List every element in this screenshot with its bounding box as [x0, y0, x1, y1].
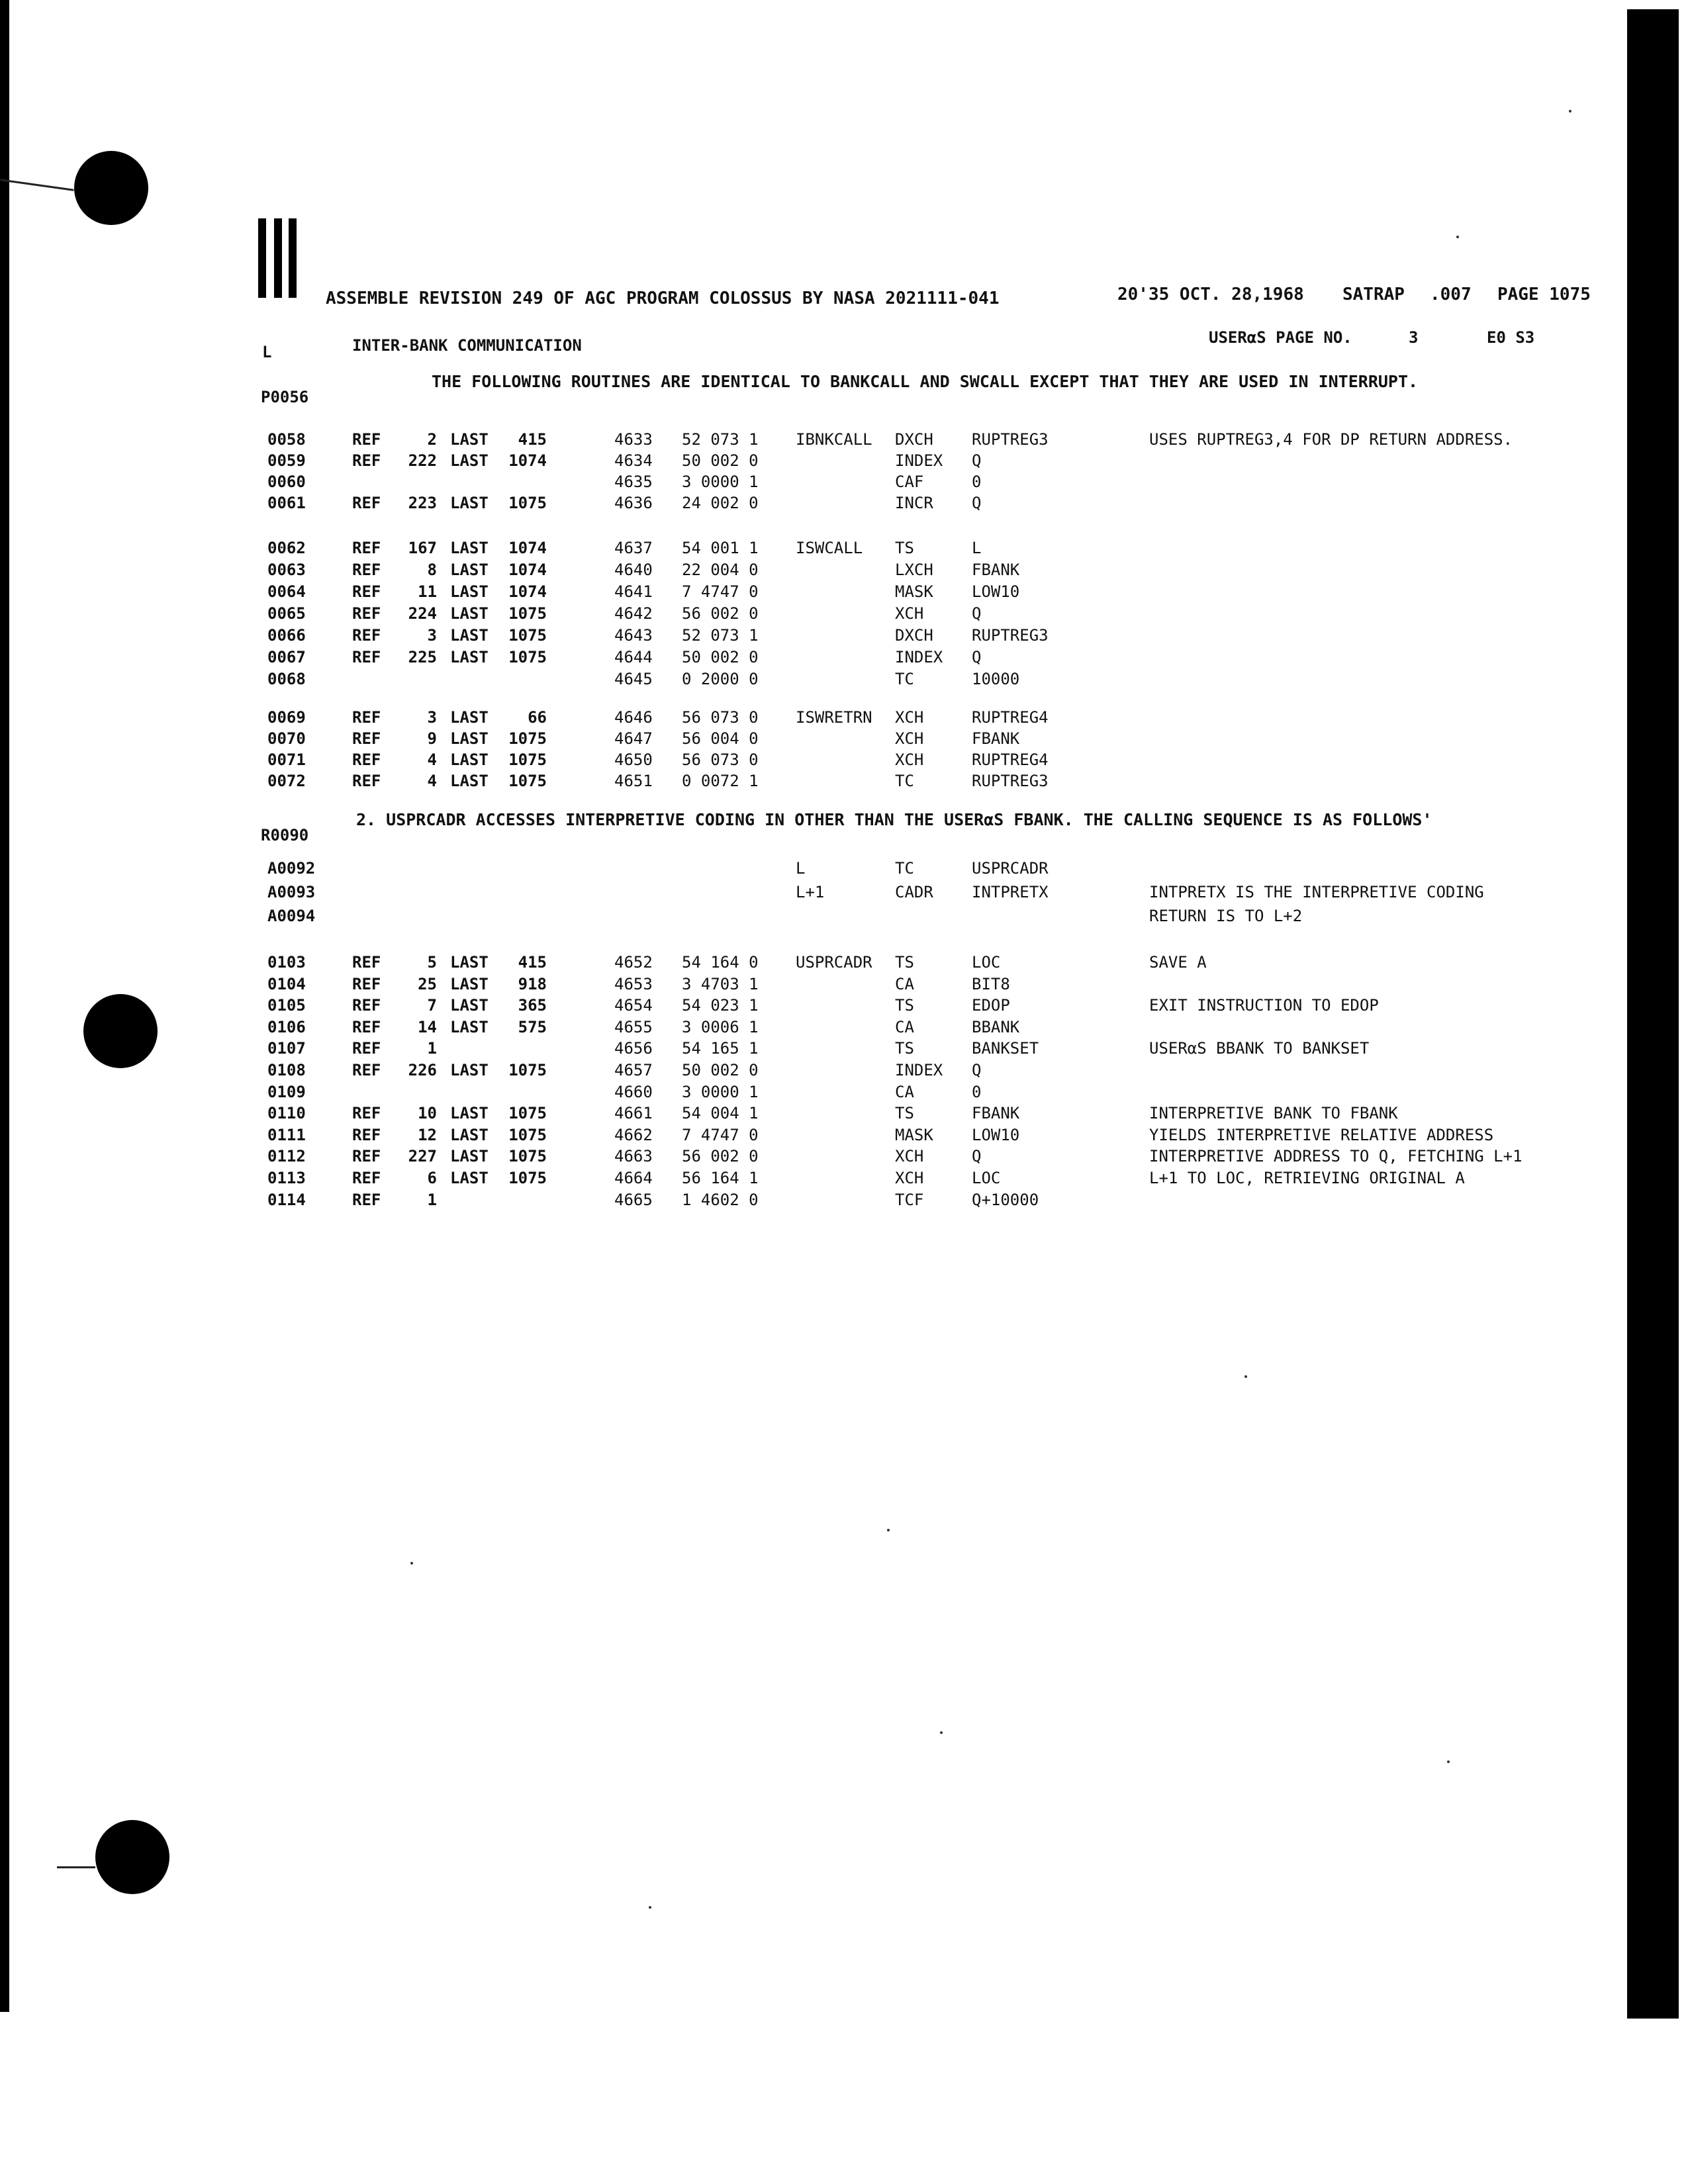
listing-ref: REF — [352, 996, 381, 1015]
listing-lastnum: 918 — [518, 975, 547, 993]
listing-line: 0065 — [267, 604, 306, 623]
listing-operand: Q — [972, 648, 982, 666]
listing-refnum: 7 — [427, 996, 437, 1015]
listing-operand: FBANK — [972, 729, 1020, 748]
listing-op: TS — [895, 953, 914, 972]
listing-addr: 4646 — [614, 708, 653, 727]
listing-lastnum: 1075 — [508, 1126, 547, 1144]
listing-addr: 4636 — [614, 494, 653, 512]
listing-op: TC — [895, 772, 914, 790]
listing-comment: USES RUPTREG3,4 FOR DP RETURN ADDRESS. — [1149, 430, 1513, 449]
listing-refnum: 1 — [427, 1039, 437, 1058]
listing-addr: 4650 — [614, 751, 653, 769]
listing-label: ISWCALL — [796, 539, 863, 557]
listing-code: 0 0072 1 — [682, 772, 759, 790]
listing-code: 22 004 0 — [682, 561, 759, 579]
listing-ref: REF — [352, 539, 381, 557]
listing-code: 3 0000 1 — [682, 473, 759, 491]
listing-lastnum: 1074 — [508, 582, 547, 601]
listing-addr: 4653 — [614, 975, 653, 993]
listing-lastnum: 415 — [518, 430, 547, 449]
listing-line: 0106 — [267, 1018, 306, 1036]
block-id: R0090 — [261, 826, 309, 844]
listing-code: 54 165 1 — [682, 1039, 759, 1058]
listing-addr: 4661 — [614, 1104, 653, 1122]
listing-lastnum: 1075 — [508, 494, 547, 512]
listing-operand: INTPRETX — [972, 883, 1049, 901]
user-page-label: USERαS PAGE NO. — [1209, 328, 1352, 347]
listing-line: 0058 — [267, 430, 306, 449]
listing-operand: FBANK — [972, 1104, 1020, 1122]
listing-last: LAST — [450, 953, 489, 972]
listing-lastnum: 415 — [518, 953, 547, 972]
listing-op: TS — [895, 539, 914, 557]
listing-last: LAST — [450, 1104, 489, 1122]
listing-code: 3 0000 1 — [682, 1083, 759, 1101]
listing-op: XCH — [895, 1169, 924, 1187]
listing-comment: RETURN IS TO L+2 — [1149, 907, 1303, 925]
listing-op: INDEX — [895, 648, 943, 666]
listing-line: A0094 — [267, 907, 316, 925]
listing-operand: EDOP — [972, 996, 1010, 1015]
listing-ref: REF — [352, 494, 381, 512]
listing-refnum: 223 — [408, 494, 437, 512]
listing-comment: YIELDS INTERPRETIVE RELATIVE ADDRESS — [1149, 1126, 1494, 1144]
listing-refnum: 5 — [427, 953, 437, 972]
listing-ref: REF — [352, 582, 381, 601]
right-scan-border — [1627, 9, 1679, 2019]
listing-last: LAST — [450, 648, 489, 666]
listing-last: LAST — [450, 430, 489, 449]
listing-operand: Q — [972, 604, 982, 623]
listing-refnum: 1 — [427, 1191, 437, 1209]
listing-op: MASK — [895, 1126, 933, 1144]
listing-line: 0060 — [267, 473, 306, 491]
listing-op: XCH — [895, 729, 924, 748]
listing-ref: REF — [352, 1169, 381, 1187]
listing-operand: L — [972, 539, 982, 557]
listing-ref: REF — [352, 451, 381, 470]
listing-line: 0114 — [267, 1191, 306, 1209]
listing-code: 56 073 0 — [682, 751, 759, 769]
listing-operand: LOW10 — [972, 582, 1020, 601]
listing-operand: RUPTREG3 — [972, 430, 1049, 449]
listing-op: LXCH — [895, 561, 933, 579]
listing-line: 0066 — [267, 626, 306, 645]
scan-speck — [1569, 110, 1571, 113]
listing-label: USPRCADR — [796, 953, 872, 972]
listing-lastnum: 365 — [518, 996, 547, 1015]
listing-lastnum: 1075 — [508, 626, 547, 645]
listing-ref: REF — [352, 708, 381, 727]
listing-operand: USPRCADR — [972, 859, 1049, 878]
listing-comment: INTERPRETIVE BANK TO FBANK — [1149, 1104, 1398, 1122]
listing-code: 50 002 0 — [682, 648, 759, 666]
listing-op: INDEX — [895, 451, 943, 470]
listing-refnum: 4 — [427, 751, 437, 769]
listing-addr: 4637 — [614, 539, 653, 557]
listing-last: LAST — [450, 626, 489, 645]
listing-last: LAST — [450, 451, 489, 470]
listing-op: TCF — [895, 1191, 924, 1209]
listing-last: LAST — [450, 996, 489, 1015]
listing-op: XCH — [895, 604, 924, 623]
listing-last: LAST — [450, 772, 489, 790]
listing-code: 7 4747 0 — [682, 1126, 759, 1144]
listing-code: 3 4703 1 — [682, 975, 759, 993]
listing-operand: 10000 — [972, 670, 1020, 688]
listing-operand: RUPTREG3 — [972, 626, 1049, 645]
section-title: INTER-BANK COMMUNICATION — [352, 336, 582, 355]
listing-lastnum: 1075 — [508, 1147, 547, 1165]
listing-refnum: 225 — [408, 648, 437, 666]
listing-addr: 4657 — [614, 1061, 653, 1079]
listing-label: ISWRETRN — [796, 708, 872, 727]
listing-ref: REF — [352, 1104, 381, 1122]
scan-speck — [410, 1562, 413, 1565]
listing-last: LAST — [450, 582, 489, 601]
listing-op: CADR — [895, 883, 933, 901]
listing-operand: Q — [972, 494, 982, 512]
listing-addr: 4664 — [614, 1169, 653, 1187]
listing-ref: REF — [352, 751, 381, 769]
punch-hole-bottom — [95, 1820, 169, 1894]
scan-speck — [1447, 1760, 1450, 1763]
listing-ref: REF — [352, 1191, 381, 1209]
listing-refnum: 167 — [408, 539, 437, 557]
listing-op: DXCH — [895, 430, 933, 449]
listing-line: 0061 — [267, 494, 306, 512]
listing-last: LAST — [450, 1169, 489, 1187]
listing-refnum: 6 — [427, 1169, 437, 1187]
listing-op: XCH — [895, 751, 924, 769]
listing-addr: 4645 — [614, 670, 653, 688]
listing-label: IBNKCALL — [796, 430, 872, 449]
listing-line: 0109 — [267, 1083, 306, 1101]
listing-addr: 4663 — [614, 1147, 653, 1165]
listing-line: 0111 — [267, 1126, 306, 1144]
scan-speck — [1456, 236, 1459, 238]
listing-comment: L+1 TO LOC, RETRIEVING ORIGINAL A — [1149, 1169, 1465, 1187]
listing-ref: REF — [352, 1147, 381, 1165]
listing-label: L — [796, 859, 806, 878]
listing-code: 52 073 1 — [682, 430, 759, 449]
listing-lastnum: 1075 — [508, 648, 547, 666]
listing-addr: 4640 — [614, 561, 653, 579]
listing-line: 0069 — [267, 708, 306, 727]
listing-line: 0067 — [267, 648, 306, 666]
listing-line: 0064 — [267, 582, 306, 601]
listing-op: DXCH — [895, 626, 933, 645]
listing-ref: REF — [352, 604, 381, 623]
listing-op: CA — [895, 975, 914, 993]
listing-lastnum: 66 — [528, 708, 547, 727]
listing-lastnum: 1075 — [508, 1061, 547, 1079]
listing-addr: 4647 — [614, 729, 653, 748]
listing-last: LAST — [450, 1147, 489, 1165]
scan-speck — [649, 1906, 651, 1909]
listing-addr: 4644 — [614, 648, 653, 666]
listing-line: 0104 — [267, 975, 306, 993]
listing-operand: Q — [972, 1147, 982, 1165]
listing-lastnum: 1075 — [508, 1169, 547, 1187]
listing-addr: 4641 — [614, 582, 653, 601]
listing-line: 0110 — [267, 1104, 306, 1122]
listing-addr: 4665 — [614, 1191, 653, 1209]
system-code: .007 — [1430, 285, 1472, 304]
listing-ref: REF — [352, 1039, 381, 1058]
listing-ref: REF — [352, 1126, 381, 1144]
listing-comment: INTPRETX IS THE INTERPRETIVE CODING — [1149, 883, 1484, 901]
listing-addr: 4633 — [614, 430, 653, 449]
listing-refnum: 227 — [408, 1147, 437, 1165]
listing-operand: RUPTREG4 — [972, 708, 1049, 727]
listing-comment: SAVE A — [1149, 953, 1207, 972]
listing-last: LAST — [450, 708, 489, 727]
listing-operand: 0 — [972, 473, 982, 491]
listing-code: 56 004 0 — [682, 729, 759, 748]
block-id: P0056 — [261, 388, 309, 406]
listing-lastnum: 1075 — [508, 1104, 547, 1122]
e0s3-label: E0 S3 — [1487, 328, 1535, 347]
left-scan-border — [0, 0, 9, 2012]
listing-operand: 0 — [972, 1083, 982, 1101]
timestamp: 20'35 OCT. 28,1968 — [1117, 285, 1304, 304]
listing-ref: REF — [352, 561, 381, 579]
listing-line: 0113 — [267, 1169, 306, 1187]
listing-code: 54 001 1 — [682, 539, 759, 557]
listing-ref: REF — [352, 1018, 381, 1036]
listing-refnum: 10 — [418, 1104, 437, 1122]
listing-refnum: 11 — [418, 582, 437, 601]
listing-code: 56 073 0 — [682, 708, 759, 727]
listing-last: LAST — [450, 975, 489, 993]
listing-ref: REF — [352, 430, 381, 449]
listing-code: 24 002 0 — [682, 494, 759, 512]
listing-op: TS — [895, 1104, 914, 1122]
listing-addr: 4651 — [614, 772, 653, 790]
listing-code: 52 073 1 — [682, 626, 759, 645]
listing-refnum: 14 — [418, 1018, 437, 1036]
listing-op: CA — [895, 1018, 914, 1036]
listing-comment: EXIT INSTRUCTION TO EDOP — [1149, 996, 1379, 1015]
listing-addr: 4652 — [614, 953, 653, 972]
listing-line: 0063 — [267, 561, 306, 579]
listing-line: A0092 — [267, 859, 316, 878]
listing-last: LAST — [450, 1126, 489, 1144]
listing-last: LAST — [450, 729, 489, 748]
listing-line: 0072 — [267, 772, 306, 790]
listing-line: 0108 — [267, 1061, 306, 1079]
barcode-mark — [258, 218, 305, 298]
listing-addr: 4634 — [614, 451, 653, 470]
scan-speck — [887, 1529, 890, 1531]
listing-last: LAST — [450, 539, 489, 557]
listing-code: 56 164 1 — [682, 1169, 759, 1187]
listing-operand: RUPTREG4 — [972, 751, 1049, 769]
listing-op: TC — [895, 670, 914, 688]
listing-ref: REF — [352, 729, 381, 748]
assembly-title: ASSEMBLE REVISION 249 OF AGC PROGRAM COLOSSUS BY NASA 2021111-041 — [326, 289, 1000, 308]
listing-operand: BBANK — [972, 1018, 1020, 1036]
listing-code: 54 023 1 — [682, 996, 759, 1015]
listing-op: TC — [895, 859, 914, 878]
punch-hole-middle — [83, 994, 158, 1068]
listing-operand: Q — [972, 1061, 982, 1079]
listing-label: L+1 — [796, 883, 825, 901]
listing-lastnum: 1075 — [508, 772, 547, 790]
listing-lastnum: 1074 — [508, 561, 547, 579]
listing-refnum: 12 — [418, 1126, 437, 1144]
listing-operand: LOC — [972, 953, 1001, 972]
listing-refnum: 9 — [427, 729, 437, 748]
listing-op: TS — [895, 1039, 914, 1058]
listing-ref: REF — [352, 953, 381, 972]
listing-last: LAST — [450, 751, 489, 769]
listing-refnum: 8 — [427, 561, 437, 579]
listing-op: MASK — [895, 582, 933, 601]
listing-refnum: 3 — [427, 626, 437, 645]
listing-ref: REF — [352, 1061, 381, 1079]
listing-operand: LOW10 — [972, 1126, 1020, 1144]
listing-refnum: 3 — [427, 708, 437, 727]
listing-operand: BANKSET — [972, 1039, 1039, 1058]
user-page-number: 3 — [1409, 328, 1419, 347]
listing-lastnum: 1075 — [508, 604, 547, 623]
listing-addr: 4654 — [614, 996, 653, 1015]
listing-line: 0071 — [267, 751, 306, 769]
page-number: PAGE 1075 — [1497, 285, 1591, 304]
listing-op: INDEX — [895, 1061, 943, 1079]
listing-code: 3 0006 1 — [682, 1018, 759, 1036]
listing-ref: REF — [352, 626, 381, 645]
listing-operand: Q+10000 — [972, 1191, 1039, 1209]
listing-refnum: 222 — [408, 451, 437, 470]
listing-addr: 4655 — [614, 1018, 653, 1036]
listing-line: 0062 — [267, 539, 306, 557]
listing-code: 56 002 0 — [682, 1147, 759, 1165]
listing-op: CAF — [895, 473, 924, 491]
listing-refnum: 2 — [427, 430, 437, 449]
listing-line: 0112 — [267, 1147, 306, 1165]
listing-refnum: 224 — [408, 604, 437, 623]
listing-addr: 4656 — [614, 1039, 653, 1058]
listing-operand: RUPTREG3 — [972, 772, 1049, 790]
section-comment: 2. USPRCADR ACCESSES INTERPRETIVE CODING IN OTHER THAN THE USERαS FBANK. THE CALLING SEQUENCE IS AS FOLLOWS' — [356, 810, 1432, 829]
listing-code: 54 004 1 — [682, 1104, 759, 1122]
listing-comment: INTERPRETIVE ADDRESS TO Q, FETCHING L+1 — [1149, 1147, 1523, 1165]
listing-lastnum: 1075 — [508, 729, 547, 748]
listing-refnum: 226 — [408, 1061, 437, 1079]
listing-refnum: 25 — [418, 975, 437, 993]
listing-ref: REF — [352, 772, 381, 790]
listing-lastnum: 1075 — [508, 751, 547, 769]
listing-code: 54 164 0 — [682, 953, 759, 972]
listing-code: 1 4602 0 — [682, 1191, 759, 1209]
listing-addr: 4660 — [614, 1083, 653, 1101]
listing-op: XCH — [895, 708, 924, 727]
listing-last: LAST — [450, 561, 489, 579]
section-marker: L — [262, 343, 272, 361]
scan-speck — [1244, 1375, 1247, 1378]
listing-last: LAST — [450, 1061, 489, 1079]
listing-code: 50 002 0 — [682, 1061, 759, 1079]
listing-operand: Q — [972, 451, 982, 470]
listing-line: 0070 — [267, 729, 306, 748]
listing-line: 0107 — [267, 1039, 306, 1058]
scan-speck — [940, 1731, 943, 1734]
listing-code: 7 4747 0 — [682, 582, 759, 601]
listing-op: CA — [895, 1083, 914, 1101]
listing-last: LAST — [450, 604, 489, 623]
listing-operand: LOC — [972, 1169, 1001, 1187]
listing-addr: 4643 — [614, 626, 653, 645]
listing-ref: REF — [352, 648, 381, 666]
listing-addr: 4642 — [614, 604, 653, 623]
listing-line: 0068 — [267, 670, 306, 688]
listing-line: 0105 — [267, 996, 306, 1015]
listing-operand: BIT8 — [972, 975, 1010, 993]
listing-op: INCR — [895, 494, 933, 512]
hole-mark-top — [0, 179, 73, 191]
listing-code: 56 002 0 — [682, 604, 759, 623]
punch-hole-top — [74, 151, 148, 225]
listing-lastnum: 575 — [518, 1018, 547, 1036]
listing-line: A0093 — [267, 883, 316, 901]
listing-addr: 4662 — [614, 1126, 653, 1144]
hole-mark-bottom — [57, 1866, 95, 1868]
listing-lastnum: 1074 — [508, 451, 547, 470]
listing-last: LAST — [450, 1018, 489, 1036]
listing-operand: FBANK — [972, 561, 1020, 579]
listing-line: 0103 — [267, 953, 306, 972]
listing-code: 0 2000 0 — [682, 670, 759, 688]
listing-last: LAST — [450, 494, 489, 512]
system-name: SATRAP — [1342, 285, 1405, 304]
listing-ref: REF — [352, 975, 381, 993]
section-comment: THE FOLLOWING ROUTINES ARE IDENTICAL TO BANKCALL AND SWCALL EXCEPT THAT THEY ARE USED IN INTERRUPT. — [432, 372, 1419, 391]
listing-lastnum: 1074 — [508, 539, 547, 557]
listing-line: 0059 — [267, 451, 306, 470]
listing-op: XCH — [895, 1147, 924, 1165]
listing-op: TS — [895, 996, 914, 1015]
listing-comment: USERαS BBANK TO BANKSET — [1149, 1039, 1370, 1058]
listing-refnum: 4 — [427, 772, 437, 790]
listing-addr: 4635 — [614, 473, 653, 491]
listing-code: 50 002 0 — [682, 451, 759, 470]
